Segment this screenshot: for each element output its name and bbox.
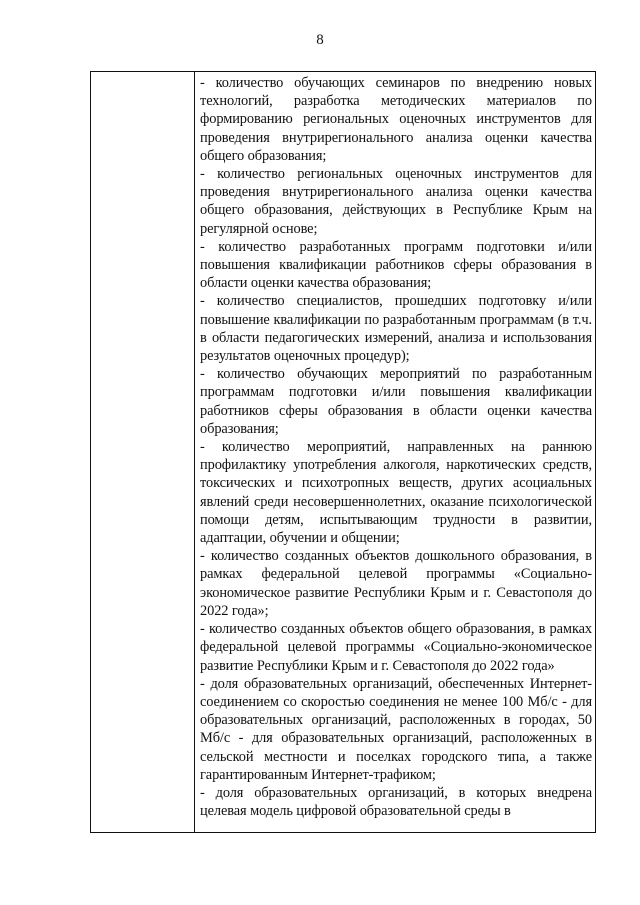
indicators-table (90, 71, 596, 833)
indicator-item: - доля образовательных организаций, в которых внедрена целевая модель цифровой образовательной среды в (200, 784, 592, 820)
indicator-item: - количество специалистов, прошедших подготовку и/или повышение квалификации по разработанным программам (в т.ч. в области педагогических измерений, анализа и использования результатов оценочных процедур); (200, 293, 592, 365)
table-right-cell (195, 72, 595, 832)
indicator-item: - количество мероприятий, направленных на раннюю профилактику употребления алкоголя, наркотических средств, токсических и психотропных веществ, других асоциальных явлений среди несовершеннолетних, оказание психологической помощи детям, испытывающим трудности в развитии, адаптации, обучении и общении; (200, 439, 592, 547)
indicator-item: - количество обучающих семинаров по внедрению новых технологий, разработка методических материалов по формированию региональных оценочных инструментов для проведения внутрирегионального анализа оценки качества общего образования; (200, 75, 592, 164)
indicator-item: - доля образовательных организаций, обеспеченных Интернет-соединением со скоростью соединения не менее 100 Мб/с - для образовательных организаций, расположенных в городах, 50 Мб/с - для образовательных организаций, расположенных в сельской местности и поселках городского типа, а также гарантированным Интернет-трафиком; (200, 675, 592, 783)
indicator-item: - количество созданных объектов дошкольного образования, в рамках федеральной целевой программы «Социально-экономическое развитие Республики Крым и г. Севастополя до 2022 года»; (200, 548, 592, 619)
table-left-cell (91, 72, 195, 832)
page-number: 8 (316, 32, 324, 48)
indicator-item: - количество обучающих мероприятий по разработанным программам подготовки и/или повышения квалификации работников сферы образования в области оценки качества образования; (200, 366, 592, 437)
indicator-item: - количество разработанных программ подготовки и/или повышения квалификации работников сферы образования в области оценки качества образования; (200, 238, 592, 292)
indicator-item: - количество созданных объектов общего образования, в рамках федеральной целевой программы «Социально-экономическое развитие Республики Крым и г. Севастополя до 2022 года» (200, 621, 592, 674)
indicator-item: - количество региональных оценочных инструментов для проведения внутрирегионального анализа оценки качества общего образования, действующих в Республике Крым на регулярной основе; (200, 166, 592, 237)
